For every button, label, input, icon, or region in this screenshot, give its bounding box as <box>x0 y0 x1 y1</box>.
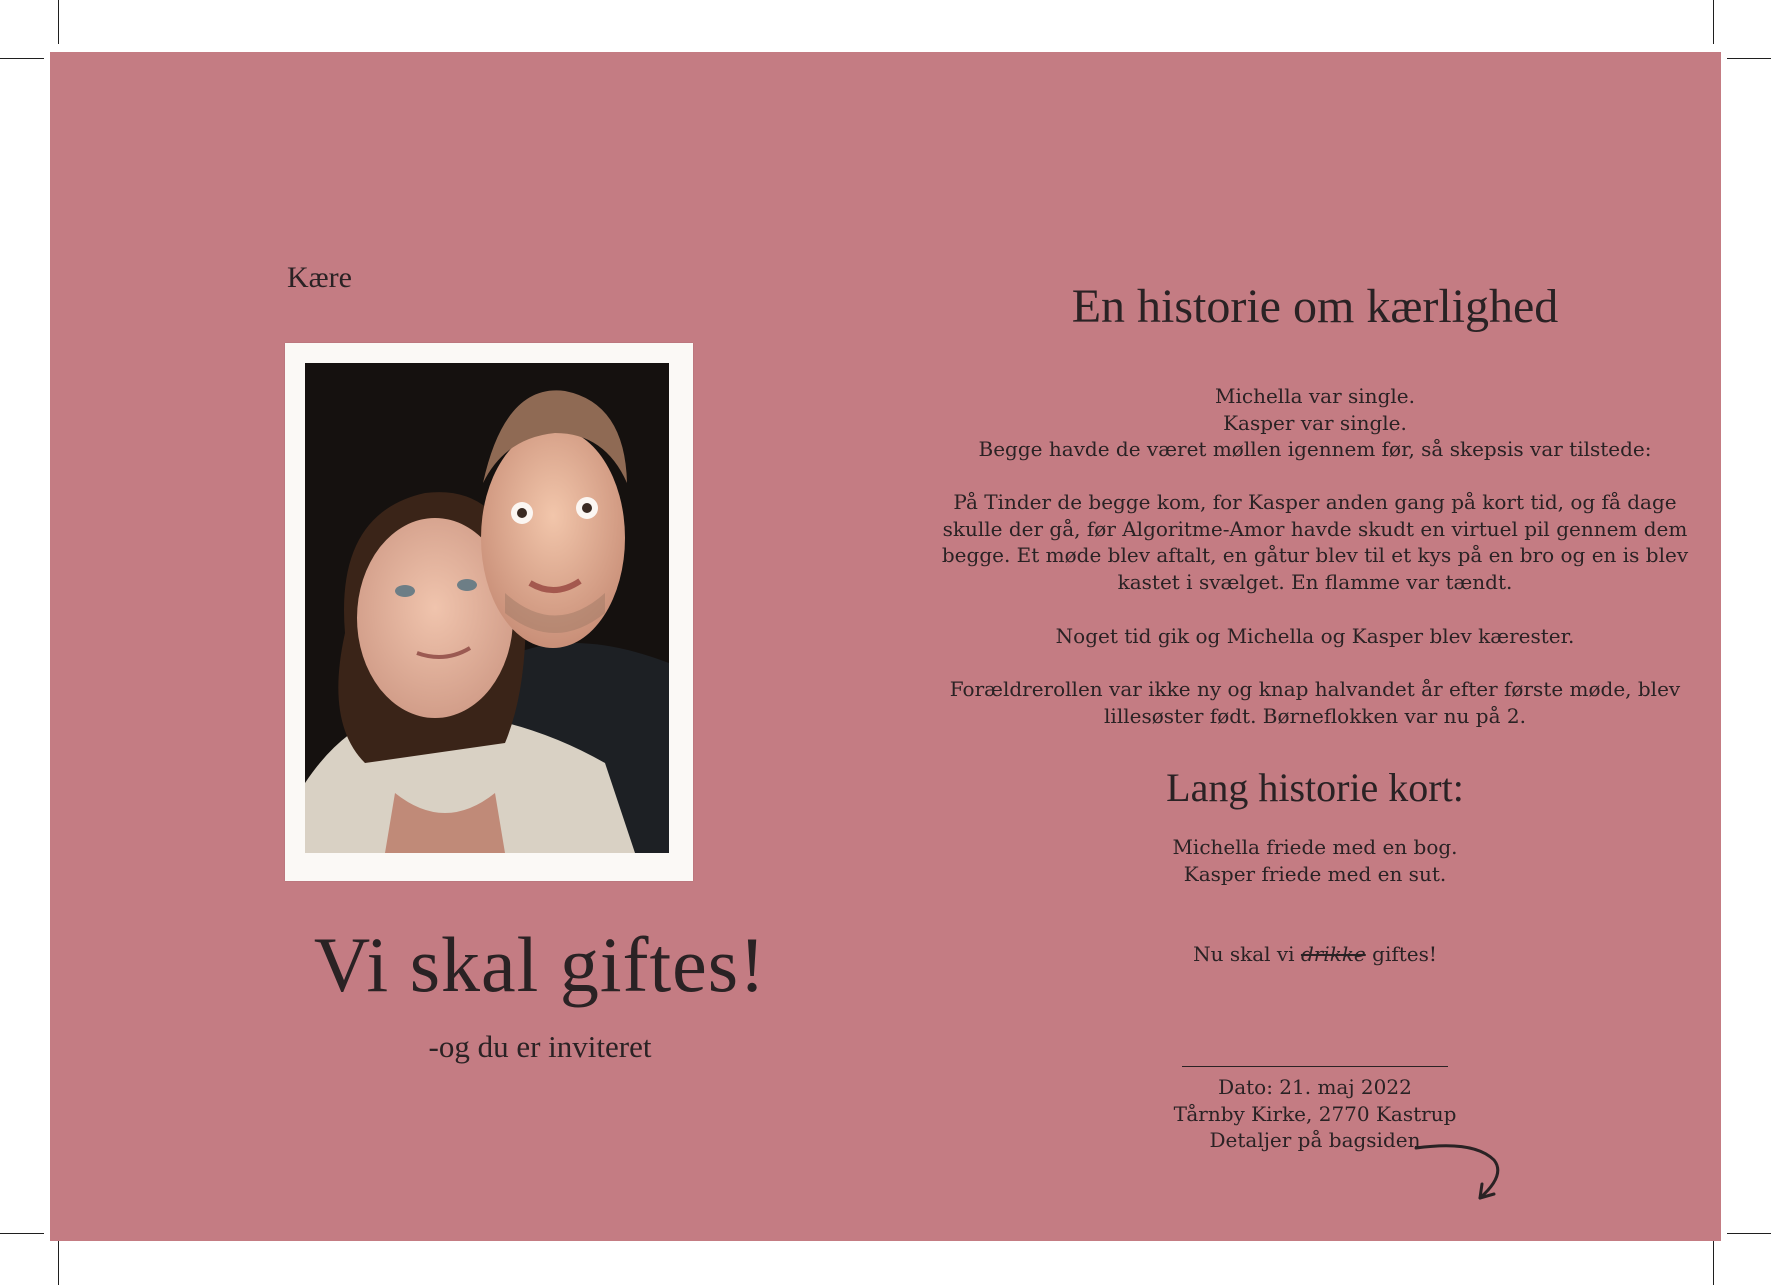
greeting: Kære <box>287 261 352 294</box>
event-details-note: Detaljer på bagsiden <box>1209 1128 1421 1152</box>
proposal-line: Kasper friede med en sut. <box>1183 861 1447 886</box>
event-details <box>880 1074 1750 1154</box>
crop-mark <box>1713 1241 1714 1285</box>
story-title: En historie om kærlighed <box>1071 280 1559 333</box>
crop-mark <box>58 0 59 44</box>
crop-mark <box>0 58 44 59</box>
polaroid-frame <box>285 343 693 881</box>
story-paragraph-2: På Tinder de begge kom, for Kasper anden gang på kort tid, og få dage skulle der gå, før Algoritme-Amor havde skudt en virtuel pil gennem dem begge. Et møde blev aftalt, en gåtur blev til et kys på en bro og en is blev kastet i svælget. En flamme var tændt. <box>941 490 1689 594</box>
divider-line <box>1182 1066 1448 1067</box>
couple-photo-illustration <box>305 363 669 853</box>
crop-mark <box>0 1233 44 1234</box>
story-line: Michella var single. <box>1215 384 1415 408</box>
crop-mark <box>1727 58 1771 59</box>
headline: Vi skal giftes! <box>313 921 767 1008</box>
subline: -og du er inviteret <box>428 1029 652 1064</box>
closing-line <box>880 941 1750 968</box>
crop-mark <box>1727 1233 1771 1234</box>
crop-mark <box>58 1241 59 1285</box>
couple-photo <box>305 363 669 853</box>
crop-mark <box>1713 0 1714 44</box>
event-date: Dato: 21. maj 2022 <box>1218 1075 1412 1099</box>
story-paragraph-3: Noget tid gik og Michella og Kasper blev kærester. <box>1055 624 1575 648</box>
story-paragraph-4: Forældrerollen var ikke ny og knap halvandet år efter første møde, blev lillesøster født. Børneflokken var nu på 2. <box>949 677 1681 728</box>
invitation-card <box>50 52 1721 1241</box>
event-location: Tårnby Kirke, 2770 Kastrup <box>1173 1101 1457 1126</box>
struck-word: drikke <box>1300 942 1366 966</box>
story-line: Begge havde de været møllen igennem før, så skepsis var tilstede: <box>978 437 1652 461</box>
proposal-line: Michella friede med en bog. <box>1172 835 1458 859</box>
curved-arrow-icon <box>1414 1140 1514 1210</box>
short-story-title: Lang historie kort: <box>1166 765 1464 810</box>
story-paragraph-1 <box>880 383 1750 463</box>
closing-text-end: giftes! <box>1365 942 1437 966</box>
closing-text: Nu skal vi <box>1193 942 1301 966</box>
proposal-lines <box>880 834 1750 887</box>
story-line: Kasper var single. <box>1223 410 1407 435</box>
